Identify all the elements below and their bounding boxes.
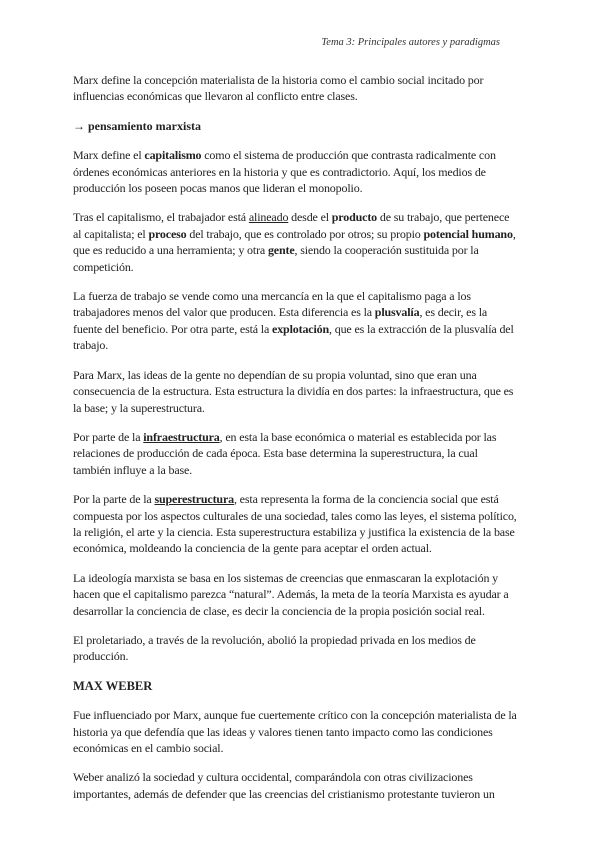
- text: desde el: [288, 210, 332, 225]
- body-text: [73, 72, 517, 815]
- paragraph-ideology: La ideología marxista se basa en los sistemas de creencias que enmascaran la explotación y hacen que el capitalismo parezca “natural”. Además, la meta de la teoría Marxista es ayudar a desarrollar la conciencia de clase, es decir la conciencia de la propia posición social real.: [73, 570, 509, 618]
- bold-term: proceso: [148, 226, 187, 241]
- text: de su trabajo, que pertenece al capitalista; el: [73, 210, 510, 241]
- paragraph-weber-influence: Fue influenciado por Marx, aunque fue cuertemente crítico con la concepción materialista de la historia ya que defendía que las ideas y valores tienen tanto impacto como las condiciones económicas en el cambio social.: [73, 708, 517, 755]
- text: La fuerza de trabajo se vende como una mercancía en la que el capitalismo paga a los trabajadores menos del valor que producen. Esta diferencia es la: [73, 289, 471, 320]
- text: , es decir, es la fuente del beneficio. Por otra parte, está la: [73, 305, 488, 336]
- text: , en esta la base económica o material es establecida por las relaciones de producción de cada época. Esta base determina la superestructura, la cual también influye a la base.: [73, 429, 497, 477]
- paragraph-proletariat: El proletariado, a través de la revolución, abolió la propiedad privada en los medios de producción.: [73, 632, 476, 664]
- text: , que es reducido a una herramienta; y otra: [73, 226, 516, 258]
- text: Por la parte de la: [73, 492, 155, 507]
- bold-term: potencial humano: [423, 226, 513, 241]
- bold-term: explotación: [272, 321, 330, 336]
- bold-term: capitalismo: [144, 148, 202, 163]
- section-heading-marxist-thought: → pensamiento marxista: [73, 118, 201, 133]
- paragraph-capitalism: [73, 147, 517, 196]
- paragraph-alienation: [73, 209, 517, 275]
- text: Por parte de la: [73, 429, 144, 444]
- underlined-term: superestructura: [154, 492, 234, 507]
- paragraph-weber-analysis: Weber analizó la sociedad y cultura occidental, comparándola con otras civilizaciones importantes, además de defender que las creencias del cristianismo protestante tuvieron un: [73, 770, 495, 801]
- text: , que es la extracción de la plusvalía del trabajo.: [73, 321, 514, 353]
- running-header: Tema 3: Principales autores y paradigmas: [321, 37, 500, 48]
- text: , esta representa la forma de la conciencia social que está compuesta por los aspectos culturales de una sociedad, tales como las leyes, el sistema político, la religión, el arte y la ciencia. Esta superestructura estabiliza y justifica la existencia de la base económica, moldeando la conciencia de la gente para aceptar el orden actual.: [73, 492, 517, 556]
- paragraph-materialist-conception: Marx define la concepción materialista de la historia como el cambio social incitado por influencias económicas que llevaron al conflicto entre clases.: [73, 73, 484, 104]
- section-heading-max-weber: MAX WEBER: [73, 678, 153, 693]
- bold-term: gente: [267, 243, 295, 258]
- underlined-term: alineado: [248, 210, 289, 225]
- paragraph-surplus-value: [73, 288, 517, 354]
- bold-term: [143, 430, 219, 444]
- paragraph-infrastructure: [73, 429, 517, 478]
- text: , siendo la cooperación sustituida por la competición.: [73, 243, 479, 274]
- paragraph-superstructure: [73, 491, 517, 557]
- bold-term: [154, 492, 234, 506]
- text: del trabajo, que es controlado por otros; su propio: [186, 226, 424, 241]
- underlined-term: infraestructura: [143, 429, 220, 444]
- text: Tras el capitalismo, el trabajador está: [73, 210, 249, 225]
- text: Marx define el: [73, 148, 145, 163]
- bold-term: plusvalía: [374, 305, 420, 320]
- text: como el sistema de producción que contrasta radicalmente con órdenes económicas anteriores en la historia y que es contradictorio. Aquí, los medios de producción los poseen pocas manos que lideran el monopolio.: [73, 148, 496, 196]
- paragraph-structure: Para Marx, las ideas de la gente no dependían de su propia voluntad, sino que eran una consecuencia de la estructura. Esta estructura la dividía en dos partes: la infraestructura, que es la base; y la superestructura.: [73, 367, 514, 415]
- bold-term: producto: [331, 210, 378, 225]
